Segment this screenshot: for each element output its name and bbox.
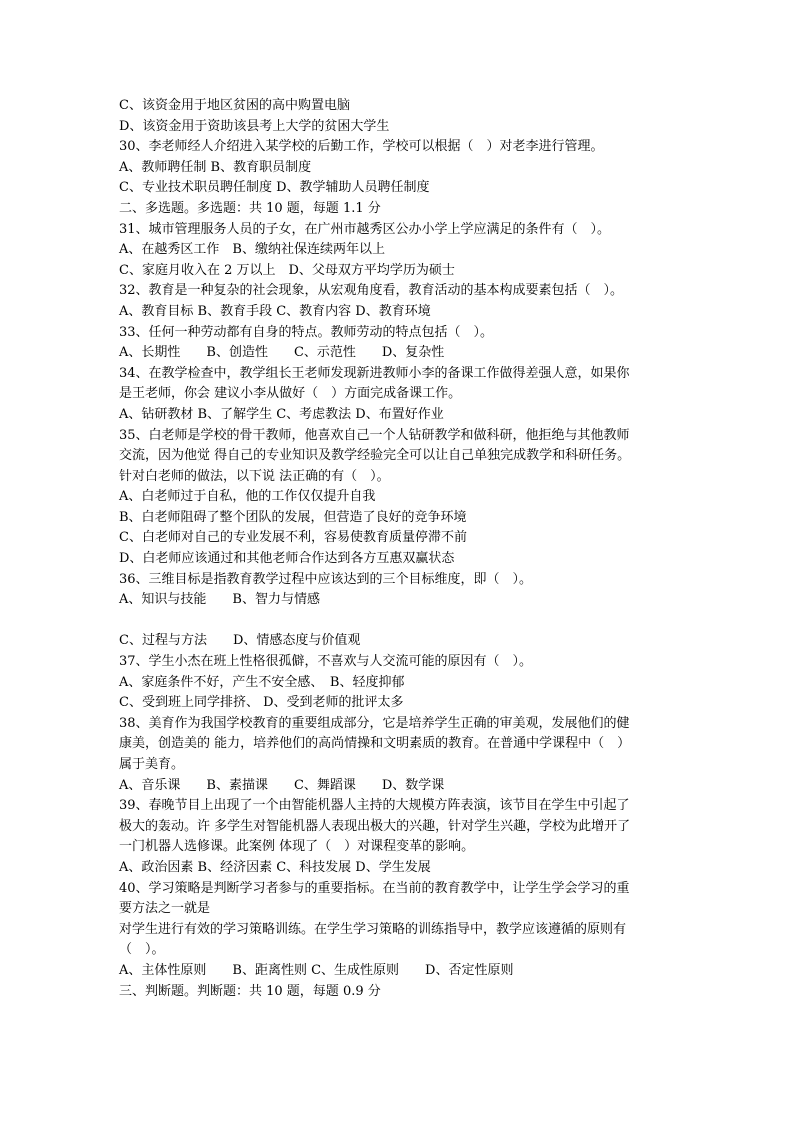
question-line: （ ）。: [119, 942, 165, 958]
question-line: 34、在教学检查中，教学组长王老师发现新进教师小李的备课工作做得差强人意，如果你: [119, 365, 630, 381]
question-line: 31、城市管理服务人员的子女，在广州市越秀区公办小学上学应满足的条件有（ ）。: [119, 221, 611, 237]
question-line: 对学生进行有效的学习策略训练。在学生学习策略的训练指导中，教学应该遵循的原则有: [119, 921, 627, 937]
option-line: C、家庭月收入在 2 万以上 D、父母双方平均学历为硕士: [119, 262, 455, 278]
question-line: 交流，因为他觉 得自己的专业知识及教学经验完全可以让自己单独完成教学和科研任务。: [119, 448, 631, 464]
question-line: 35、白老师是学校的骨干教师，他喜欢自己一个人钻研教学和做科研，他拒绝与其他教师: [119, 427, 630, 443]
question-line: 37、学生小杰在班上性格很孤僻，不喜欢与人交流可能的原因有（ ）。: [119, 654, 533, 670]
blank-line: [119, 611, 679, 632]
option-line: A、政治因素 B、经济因素 C、科技发展 D、学生发展: [119, 859, 431, 875]
option-line: C、过程与方法 D、情感态度与价值观: [119, 633, 361, 649]
option-line: A、白老师过于自私，他的工作仅仅提升自我: [119, 489, 376, 505]
option-line: C、白老师对自己的专业发展不利，容易使教育质量停滞不前: [119, 530, 467, 546]
option-line: A、钻研教材 B、了解学生 C、考虑教法 D、布置好作业: [119, 406, 444, 422]
question-line: 针对白老师的做法，以下说 法正确的有（ ）。: [119, 468, 390, 484]
option-line: B、白老师阻碍了整个团队的发展，但营造了良好的竞争环境: [119, 509, 467, 525]
option-line: A、主体性原则 B、距离性则 C、生成性原则 D、否定性原则: [119, 962, 514, 978]
question-line: 是王老师，你会 建议小李从做好（ ）方面完成备课工作。: [119, 386, 462, 402]
question-line: 属于美育。: [119, 757, 185, 772]
question-line: 39、春晚节目上出现了一个由智能机器人主持的大规模方阵表演，该节目在学生中引起了: [119, 798, 630, 814]
question-line: 要方法之一就是: [119, 901, 211, 917]
question-line: 32、教育是一种复杂的社会现象，从宏观角度看，教育活动的基本构成要素包括（ ）。: [119, 283, 624, 299]
section-heading: 三、判断题。判断题：共 10 题，每题 0.9 分: [119, 983, 381, 999]
document-body: [119, 96, 679, 1002]
option-line: A、教育目标 B、教育手段 C、教育内容 D、教育环境: [119, 303, 431, 319]
question-line: 33、任何一种劳动都有自身的特点。教师劳动的特点包括（ ）。: [119, 324, 494, 340]
option-line: C、该资金用于地区贫困的高中购置电脑: [119, 98, 350, 113]
option-line: D、白老师应该通过和其他老师合作达到各方互惠双赢状态: [119, 551, 455, 567]
question-line: 30、李老师经人介绍进入某学校的后勤工作，学校可以根据（ ）对老李进行管理。: [119, 139, 604, 155]
option-line: A、教师聘任制 B、教育职员制度: [119, 159, 312, 175]
question-line: 极大的轰动。许 多学生对智能机器人表现出极大的兴趣，针对学生兴趣，学校为此增开了: [119, 818, 631, 834]
question-line: 36、三维目标是指教育教学过程中应该达到的三个目标维度，即（ ）。: [119, 571, 533, 587]
option-line: A、长期性 B、创造性 C、示范性 D、复杂性: [119, 345, 445, 361]
option-line: A、知识与技能 B、智力与情感: [119, 592, 320, 608]
option-line: A、家庭条件不好，产生不安全感、 B、轻度抑郁: [119, 674, 405, 690]
section-heading: 二、多选题。多选题：共 10 题，每题 1.1 分: [119, 200, 381, 216]
option-line: C、专业技术职员聘任制度 D、教学辅助人员聘任制度: [119, 180, 430, 196]
question-line: 一门机器人选修课。此案例 体现了（ ）对课程变革的影响。: [119, 839, 475, 855]
question-line: 38、美育作为我国学校教育的重要组成部分，它是培养学生正确的审美观，发展他们的健: [119, 715, 630, 731]
question-line: 40、学习策略是判断学习者参与的重要指标。在当前的教育教学中，让学生学会学习的重: [119, 880, 630, 896]
question-line: 康美，创造美的 能力，培养他们的高尚情操和文明素质的教育。在普通中学课程中（ ）: [119, 736, 631, 752]
option-line: A、在越秀区工作 B、缴纳社保连续两年以上: [119, 242, 385, 258]
option-line: D、该资金用于资助该县考上大学的贫困大学生: [119, 118, 390, 134]
option-line: A、音乐课 B、素描课 C、舞蹈课 D、数学课: [119, 777, 445, 793]
option-line: C、受到班上同学排挤、 D、受到老师的批评太多: [119, 695, 404, 711]
